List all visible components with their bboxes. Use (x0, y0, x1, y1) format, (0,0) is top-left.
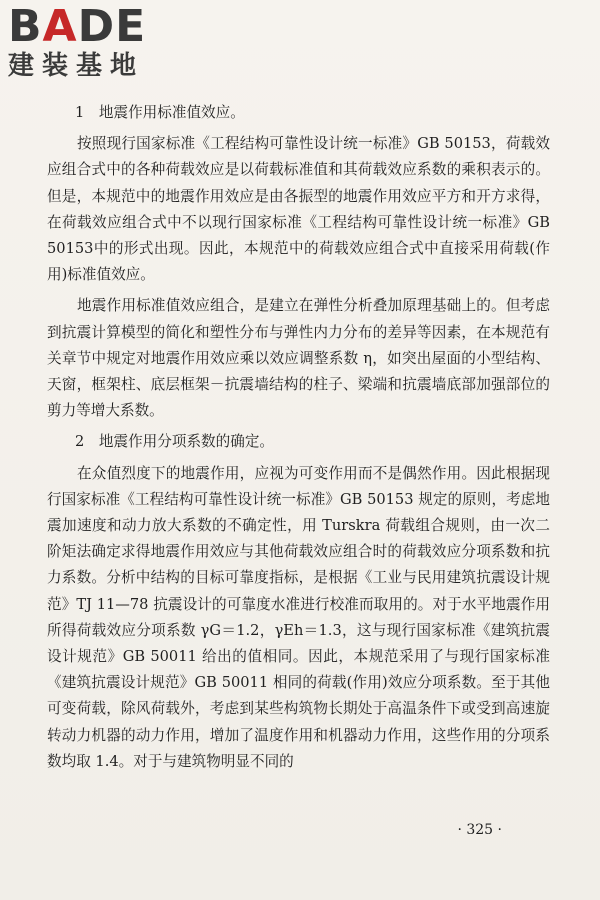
page-number: · 325 · (457, 822, 502, 838)
logo-accent-letter: A (42, 1, 78, 52)
document-body (47, 100, 550, 780)
paragraph: 在众值烈度下的地震作用，应视为可变作用而不是偶然作用。因此根据现行国家标准《工程结构可靠性设计统一标准》GB 50153 规定的原则，考虑地震加速度和动力放大系数的不确定性，用 Turskra 荷载组合规则，由一次二阶矩法确定求得地震作用效应与其他荷载效应组合时的荷载效应分项系数和抗力系数。分析中结构的目标可靠度指标，是根据《工业与民用建筑抗震设计规范》TJ 11—78 抗震设计的可靠度水准进行校准而取用的。对于水平地震作用所得荷载效应分项系数 γG＝1.2，γEh＝1.3，这与现行国家标准《建筑抗震设计规范》GB 50011 给出的值相同。因此，本规范采用了与现行国家标准《建筑抗震设计规范》GB 50011 相同的荷载(作用)效应分项系数。至于其他可变荷载，除风荷载外，考虑到某些构筑物长期处于高温条件下或受到高速旋转动力机器的动力作用，增加了温度作用和机器动力作用，这些作用的分项系数均取 1.4。对于与建筑物明显不同的 (47, 464, 550, 770)
brand-logo (8, 1, 178, 82)
logo-wordmark: BADE (8, 1, 147, 52)
section-heading-2: 2 地震作用分项系数的确定。 (75, 433, 275, 451)
logo-subtitle: 建装基地 (8, 51, 145, 81)
section-heading-1: 1 地震作用标准值效应。 (75, 104, 245, 121)
paragraph: 按照现行国家标准《工程结构可靠性设计统一标准》GB 50153，荷载效应组合式中的各种荷载效应是以荷载标准值和其荷载效应系数的乘积表示的。但是，本规范中的地震作用效应是由各振型的地震作用效应平方和开方求得，在荷载效应组合式中不以现行国家标准《工程结构可靠性设计统一标准》GB 50153中的形式出现。因此，本规范中的荷载效应组合式中直接采用荷载(作用)标准值效应。 (47, 135, 550, 284)
paragraph: 地震作用标准值效应组合，是建立在弹性分析叠加原理基础上的。但考虑到抗震计算模型的简化和塑性分布与弹性内力分布的差异等因素，在本规范有关章节中规定对地震作用效应乘以效应调整系数 η，如突出屋面的小型结构、天窗，框架柱、底层框架－抗震墙结构的柱子、梁端和抗震墙底部加强部位的剪力等增大系数。 (47, 297, 550, 420)
